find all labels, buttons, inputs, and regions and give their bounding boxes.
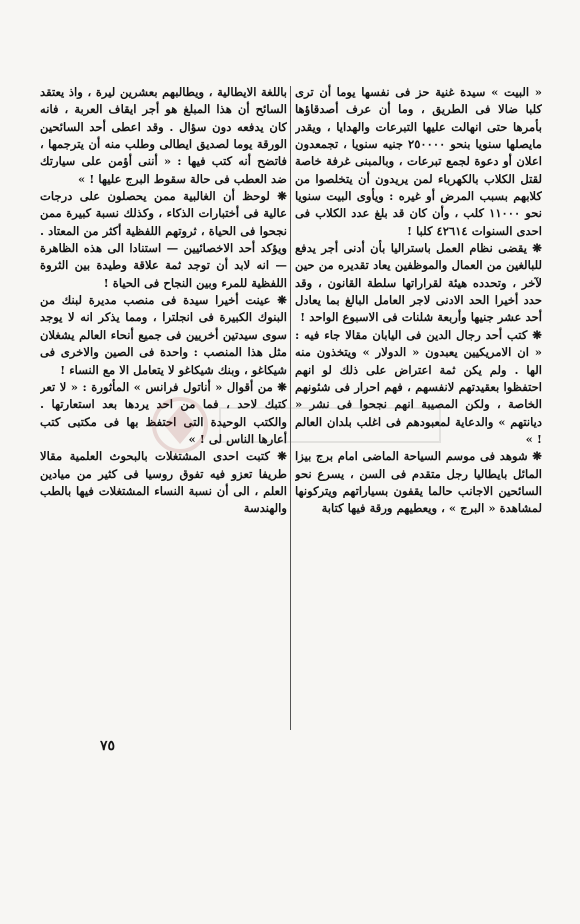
paragraph-australia-wages: ❋ يقضى نظام العمل باستراليا بأن أدنى أجر يدفع للبالغين من العمال والموظفين يعاد تقديره من حين لآخر ، وتحدده هيئة لقراراتها سلطة القانون ، وقد حدد أخيرا الحد الادنى لاجر العامل البالغ بما يعادل أحد عشر جنيها وأربعة شلنات فى الاسبوع الواحد ! <box>295 241 542 325</box>
page-number: ٧٥ <box>100 738 116 754</box>
paragraph-vocabulary: ❋ لوحظ أن الغالبية ممن يحصلون على درجات عالية فى أختبارات الذكاء ، وكذلك نسبة كبيرة ممن نجحوا فى الحياة ، ثروتهم اللفظية أكثر من المعتاد . ويؤكد أحد الاخصائيين — استنادا الى هذه الظاهرة — انه لابد أن توجد ثمة علاقة وطيدة بين الثروة اللفظية للمرء وبين النجاح فى الحياة ! <box>40 189 287 290</box>
paragraph-bank-director: ❋ عينت أخيرا سيدة فى منصب مديرة لبنك من البنوك الكبيرة فى انجلترا ، ومما يذكر انه لا يوجد سوى سيدتين أخريين فى جميع أنحاء العالم يشغلان مثل هذا المنصب : واحدة فى الصين والاخرى فى شيكاغو ، وبنك شيكاغو لا يتعامل الا مع النساء ! <box>40 293 287 377</box>
text-column-left <box>40 84 287 734</box>
paragraph-anatole-france: ❋ من أقوال « أناتول فرانس » المأثورة : « لا تعر كتبك لاحد ، فما من احد يردها بعد استعارتها . والكتب الوحيدة التى احتفظ بها فى مكتبى كتب أعارها الناس لى ! » <box>40 379 287 446</box>
text-column-right <box>295 84 542 734</box>
paragraph-pisa-tower: ❋ شوهد فى موسم السياحة الماضى امام برج بيزا المائل بايطاليا رجل متقدم فى السن ، يسرع نحو السائحين الاجانب حالما يقفون بسياراتهم ويتركونها لمشاهدة « البرج » ، ويعطيهم ورقة فيها كتابة <box>295 449 542 516</box>
paragraph-pisa-continued: باللغة الايطالية ، ويطالبهم بعشرين ليرة ، واذ يعتقد السائح أن هذا المبلغ هو أجر ايقاف العربة ، فانه كان يدفعه دون سؤال . وقد اعطى أحد السائحين الورقة يوما لصديق ايطالى وطلب منه أن يترجمها ، فاتضح أنه كتب فيها : « أننى أؤمن على سيارتك ضد العطب فى حالة سقوط البرج عليها ! » <box>40 85 287 186</box>
paragraph-japan-dollar: ❋ كتب أحد رجال الدين فى اليابان مقالا جاء فيه : « ان الامريكيين يعبدون « الدولار » ويتخذون منه الها . ولم يكن ثمة اعتراض على ذلك لو انهم احتفظوا بعقيدتهم لانفسهم ، فهم احرار فى شئونهم الخاصة ، ولكن المصيبة انهم نجحوا فى نشر « ديانتهم » والدعاية لمعبودهم فى اغلب بلدان العالم ! » <box>295 327 542 446</box>
column-divider <box>290 86 291 730</box>
paragraph-dogs-home: « البيت » سيدة غنية حز فى نفسها يوما أن ترى كلبا ضالا فى الطريق ، وما أن عرف أصدقاؤها بأمرها حتى انهالت عليها التبرعات والهدايا ، ويقدر مايصلها سنويا بنحو ٢٥٠٠٠٠ جنيه سنويا ، تجمعدون اعلان أو دعوة لجمع تبرعات ، وبالمبنى غرفة خاصة لقتل الكلاب بالكهرباء لمن يريدون أن يتخلصوا من كلابهم بسبب المرض أو غيره : ويأوى البيت سنويا نحو ١١٠٠٠ كلب ، وأن كان قد بلغ عدد الكلاب فى احدى السنوات ٤٢٦١٤ كلبا ! <box>295 85 542 238</box>
paragraph-russia-women: ❋ كتبت احدى المشتغلات بالبحوث العلمية مقالا طريفا تعزو فيه تفوق روسيا فى كثير من ميادين العلم ، الى أن نسبة النساء المشتغلات فيها بالطب والهندسة <box>40 449 287 516</box>
